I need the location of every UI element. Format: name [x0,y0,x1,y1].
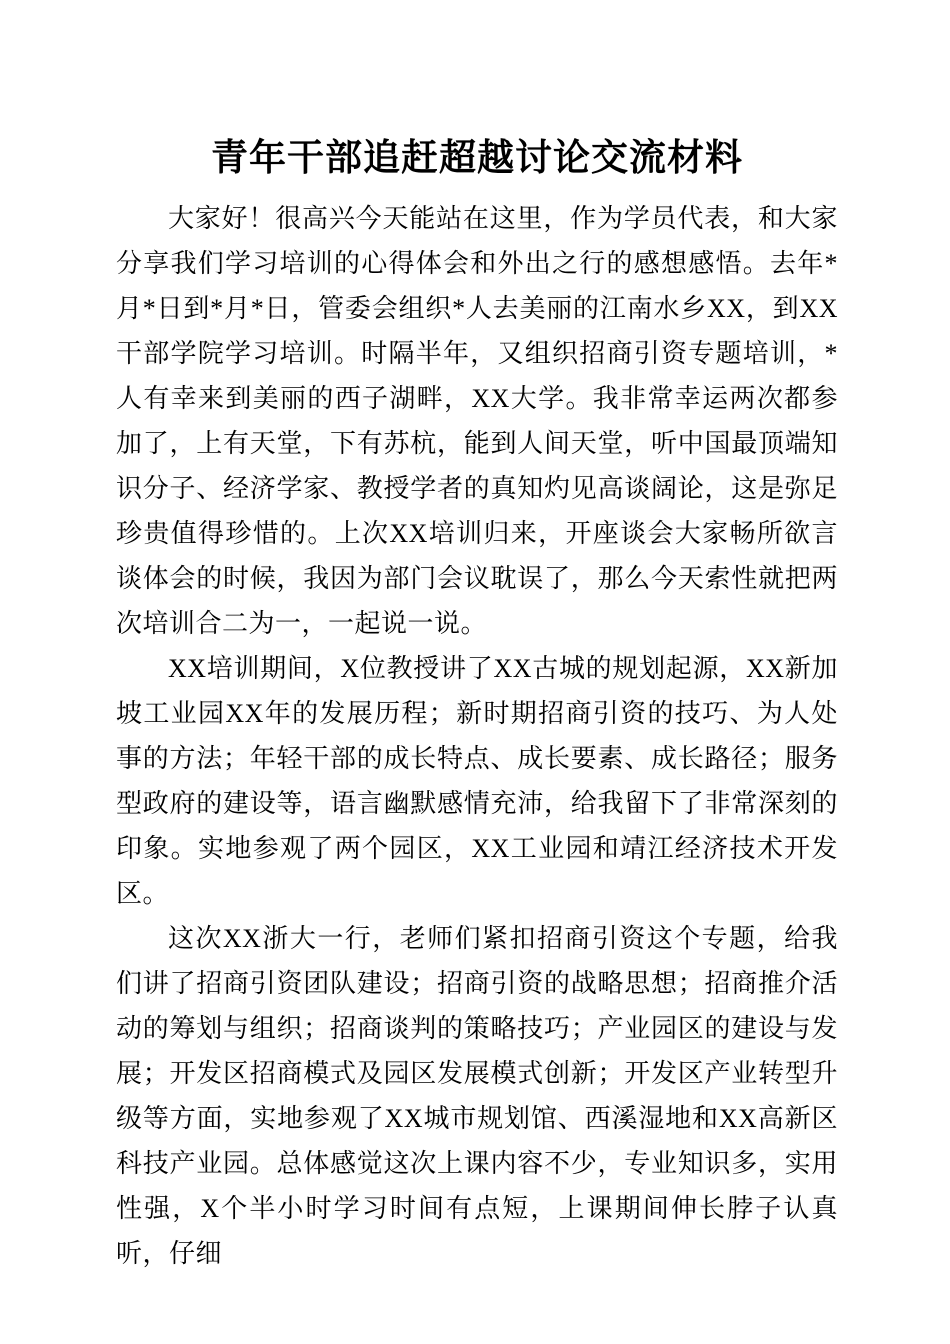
paragraph-1: 大家好！很高兴今天能站在这里，作为学员代表，和大家分享我们学习培训的心得体会和外出之行的感想感悟。去年*月*日到*月*日，管委会组织*人去美丽的江南水乡XX，到XX干部学院学习培训。时隔半年，又组织招商引资专题培训，*人有幸来到美丽的西子湖畔，XX大学。我非常幸运两次都参加了，上有天堂，下有苏杭，能到人间天堂，听中国最顶端知识分子、经济学家、教授学者的真知灼见高谈阔论，这是弥足珍贵值得珍惜的。上次XX培训归来，开座谈会大家畅所欲言谈体会的时候，我因为部门会议耽误了，那么今天索性就把两次培训合二为一，一起说一说。 [116,204,838,639]
paragraph-3: 这次XX浙大一行，老师们紧扣招商引资这个专题，给我们讲了招商引资团队建设；招商引资的战略思想；招商推介活动的筹划与组织；招商谈判的策略技巧；产业园区的建设与发展；开发区招商模式及园区发展模式创新；开发区产业转型升级等方面，实地参观了XX城市规划馆、西溪湿地和XX高新区科技产业园。总体感觉这次上课内容不少，专业知识多，实用性强，X个半小时学习时间有点短，上课期间伸长脖子认真听，仔细 [116,924,838,1269]
document-title: 青年干部追赶超越讨论交流材料 [211,138,743,179]
paragraph-2: XX培训期间，X位教授讲了XX古城的规划起源，XX新加坡工业园XX年的发展历程；新时期招商引资的技巧、为人处事的方法；年轻干部的成长特点、成长要素、成长路径；服务型政府的建设等，语言幽默感情充沛，给我留下了非常深刻的印象。实地参观了两个园区，XX工业园和靖江经济技术开发区。 [116,654,838,909]
document-body [116,196,838,1276]
